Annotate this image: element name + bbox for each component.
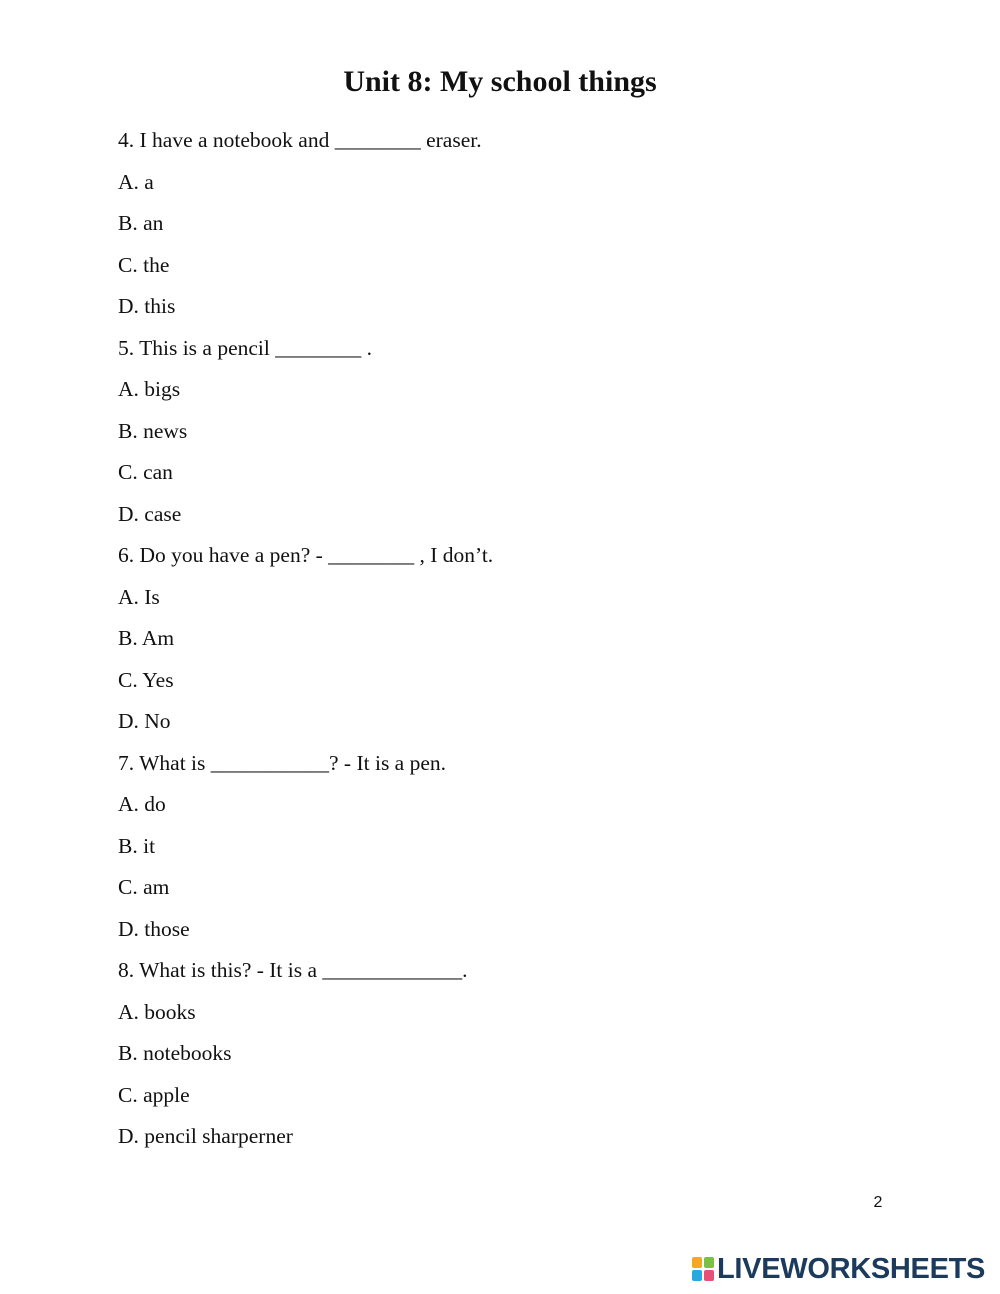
question-prompt: 7. What is ___________? - It is a pen. xyxy=(118,750,447,775)
question-prompt: 8. What is this? - It is a _____________. xyxy=(118,958,468,982)
question-7 xyxy=(118,743,918,951)
answer-option: C. apple xyxy=(118,1082,190,1107)
answer-option: B. notebooks xyxy=(118,1041,232,1065)
answer-option: B. it xyxy=(118,833,156,858)
page-number: 2 xyxy=(873,1194,883,1211)
liveworksheets-logo-icon xyxy=(692,1257,714,1281)
answer-option: A. do xyxy=(118,792,166,816)
question-5 xyxy=(118,328,918,536)
question-6 xyxy=(118,535,918,743)
page-title: Unit 8: My school things xyxy=(343,65,657,98)
answer-option: C. am xyxy=(118,875,170,899)
liveworksheets-brand[interactable] xyxy=(692,1252,985,1286)
answer-option: A. Is xyxy=(118,584,160,609)
answer-option: A. bigs xyxy=(118,377,181,401)
answer-option: D. case xyxy=(118,501,182,526)
answer-option: B. news xyxy=(118,418,188,443)
answer-option: C. the xyxy=(118,252,170,277)
question-4 xyxy=(118,120,918,328)
answer-option: C. can xyxy=(118,460,173,484)
answer-option: D. pencil sharperner xyxy=(118,1124,293,1148)
answer-option: D. No xyxy=(118,709,171,733)
answer-option: A. a xyxy=(118,169,154,194)
answer-option: D. this xyxy=(118,294,176,318)
answer-option: B. Am xyxy=(118,626,175,650)
answer-option: A. books xyxy=(118,999,196,1024)
question-prompt: 4. I have a notebook and ________ eraser. xyxy=(118,128,482,152)
question-8 xyxy=(118,950,918,1158)
answer-option: D. those xyxy=(118,916,190,941)
question-list xyxy=(118,120,918,1158)
question-prompt: 6. Do you have a pen? - ________ , I don’t. xyxy=(118,543,494,567)
answer-option: C. Yes xyxy=(118,667,174,692)
question-prompt: 5. This is a pencil ________ . xyxy=(118,335,373,360)
answer-option: B. an xyxy=(118,211,164,235)
brand-wordmark: LIVEWORKSHEETS xyxy=(717,1253,986,1285)
